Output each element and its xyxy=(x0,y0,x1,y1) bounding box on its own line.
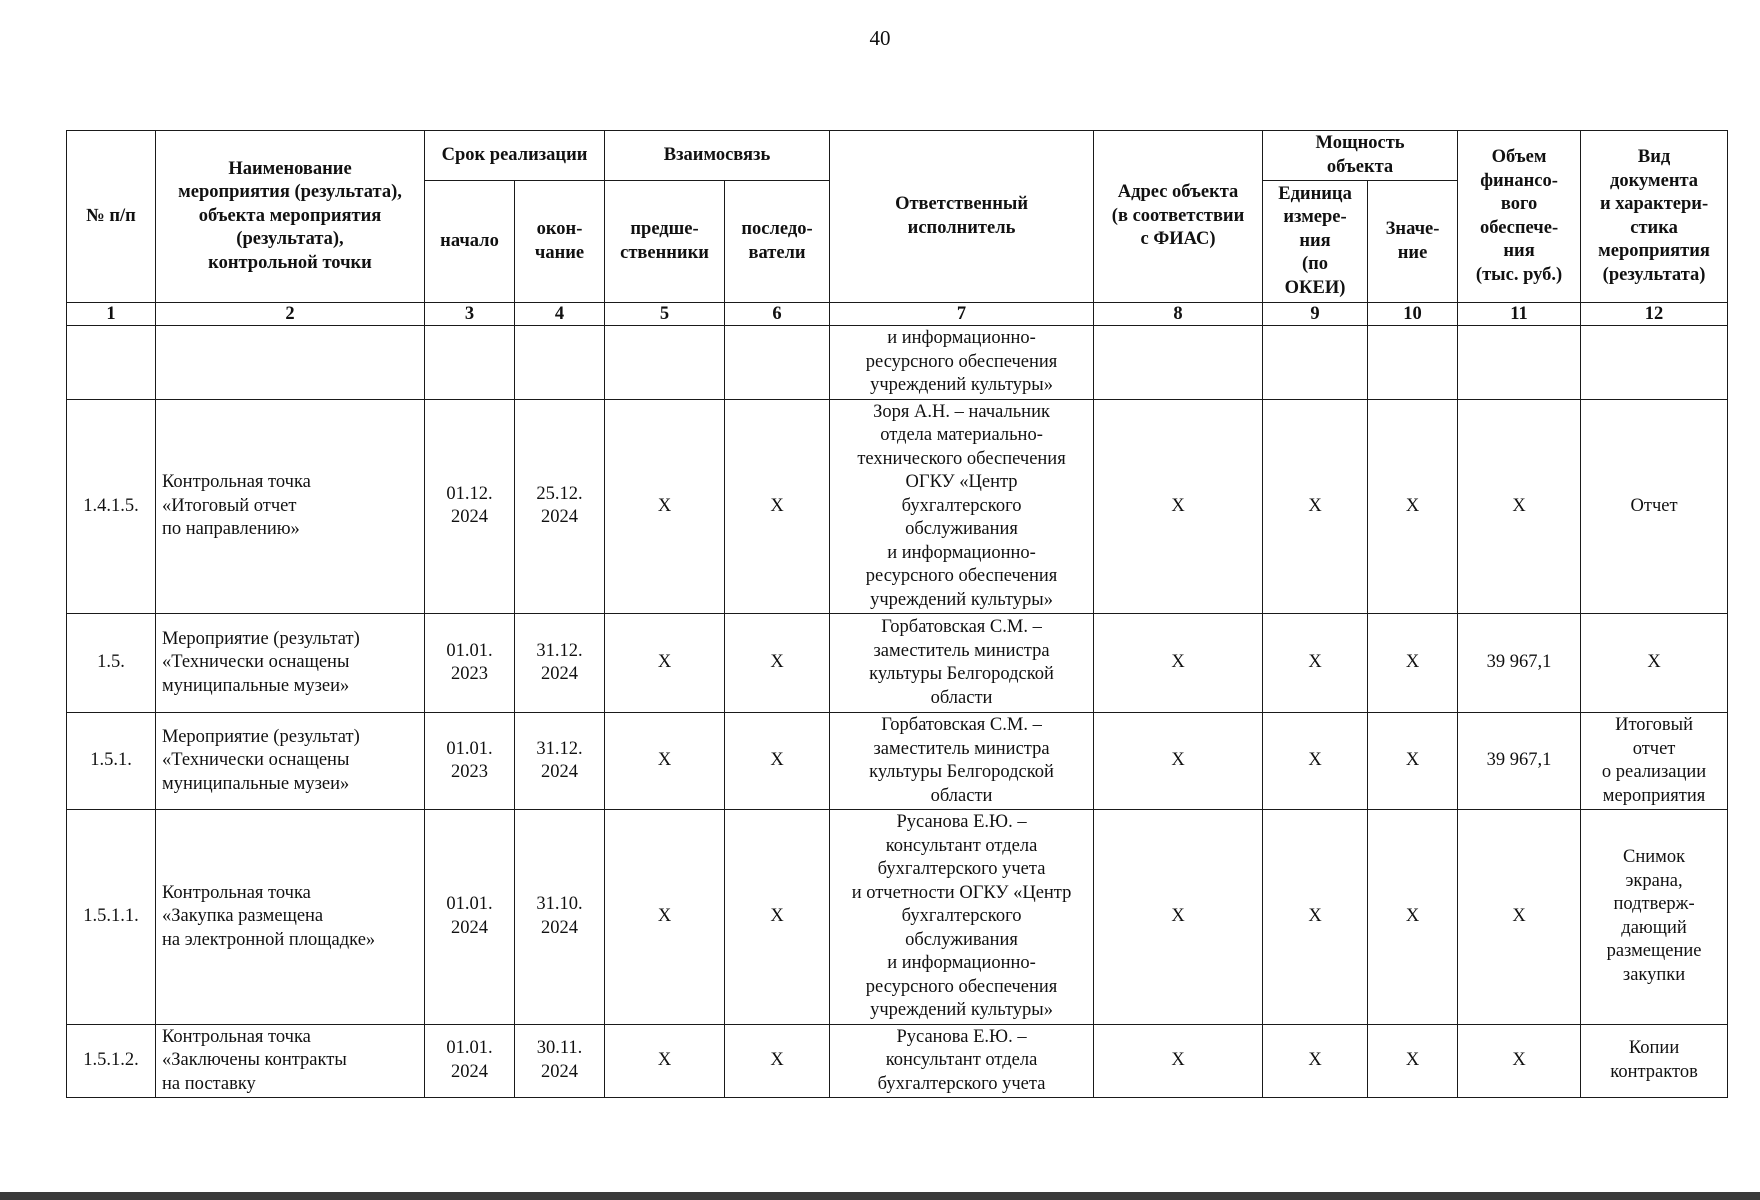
row-predecessors: X xyxy=(605,810,725,1025)
row-number xyxy=(67,326,156,400)
row-finance: X xyxy=(1458,399,1581,614)
row-finance: 39 967,1 xyxy=(1458,614,1581,713)
column-number: 6 xyxy=(725,303,830,326)
row-successors: X xyxy=(725,713,830,810)
column-number: 12 xyxy=(1581,303,1728,326)
row-predecessors: X xyxy=(605,614,725,713)
row-end-date: 31.12. 2024 xyxy=(515,614,605,713)
row-number: 1.5. xyxy=(67,614,156,713)
column-number: 2 xyxy=(156,303,425,326)
row-responsible: и информационно- ресурсного обеспечения учреждений культуры» xyxy=(830,326,1094,400)
row-successors xyxy=(725,326,830,400)
row-unit: X xyxy=(1263,614,1368,713)
row-end-date: 31.12. 2024 xyxy=(515,713,605,810)
row-start-date: 01.01. 2024 xyxy=(425,810,515,1025)
row-unit: X xyxy=(1263,1024,1368,1098)
header-end: окон- чание xyxy=(515,181,605,303)
header-finance: Объем финансо- вого обеспече- ния (тыс. руб.) xyxy=(1458,131,1581,303)
header-start: начало xyxy=(425,181,515,303)
table-row xyxy=(67,399,1728,614)
row-successors: X xyxy=(725,1024,830,1098)
column-number-row xyxy=(67,303,1728,326)
row-name: Контрольная точка «Закупка размещена на электронной площадке» xyxy=(156,810,425,1025)
row-value: X xyxy=(1368,810,1458,1025)
column-number: 5 xyxy=(605,303,725,326)
row-number: 1.5.1. xyxy=(67,713,156,810)
table-row xyxy=(67,810,1728,1025)
header-number: № п/п xyxy=(67,131,156,303)
row-finance: X xyxy=(1458,1024,1581,1098)
column-number: 4 xyxy=(515,303,605,326)
row-address: X xyxy=(1094,810,1263,1025)
row-responsible: Зоря А.Н. – начальник отдела материально- технического обеспечения ОГКУ «Центр бухгалтерского обслуживания и информационно- ресурсного обеспечения учреждений культуры» xyxy=(830,399,1094,614)
row-finance xyxy=(1458,326,1581,400)
table-row xyxy=(67,614,1728,713)
plan-table xyxy=(66,130,1728,1098)
row-predecessors: X xyxy=(605,1024,725,1098)
row-value: X xyxy=(1368,1024,1458,1098)
row-end-date: 25.12. 2024 xyxy=(515,399,605,614)
row-unit xyxy=(1263,326,1368,400)
column-number: 11 xyxy=(1458,303,1581,326)
row-name: Мероприятие (результат) «Технически оснащены муниципальные музеи» xyxy=(156,614,425,713)
row-end-date: 30.11. 2024 xyxy=(515,1024,605,1098)
row-unit: X xyxy=(1263,810,1368,1025)
row-start-date xyxy=(425,326,515,400)
row-address: X xyxy=(1094,399,1263,614)
row-finance: X xyxy=(1458,810,1581,1025)
row-start-date: 01.01. 2023 xyxy=(425,713,515,810)
row-responsible: Горбатовская С.М. – заместитель министра культуры Белгородской области xyxy=(830,713,1094,810)
row-successors: X xyxy=(725,810,830,1025)
row-document xyxy=(1581,326,1728,400)
header-row-1 xyxy=(67,131,1728,181)
header-link: Взаимосвязь xyxy=(605,131,830,181)
row-end-date: 31.10. 2024 xyxy=(515,810,605,1025)
row-responsible: Русанова Е.Ю. – консультант отдела бухгалтерского учета xyxy=(830,1024,1094,1098)
column-number: 9 xyxy=(1263,303,1368,326)
row-successors: X xyxy=(725,399,830,614)
header-value: Значе- ние xyxy=(1368,181,1458,303)
row-unit: X xyxy=(1263,713,1368,810)
row-value: X xyxy=(1368,399,1458,614)
row-address: X xyxy=(1094,713,1263,810)
row-responsible: Русанова Е.Ю. – консультант отдела бухгалтерского учета и отчетности ОГКУ «Центр бухгалтерского обслуживания и информационно- ресурсного обеспечения учреждений культуры» xyxy=(830,810,1094,1025)
table-row xyxy=(67,713,1728,810)
row-number: 1.5.1.1. xyxy=(67,810,156,1025)
row-value xyxy=(1368,326,1458,400)
header-responsible: Ответственный исполнитель xyxy=(830,131,1094,303)
table-row xyxy=(67,1024,1728,1098)
row-value: X xyxy=(1368,614,1458,713)
row-end-date xyxy=(515,326,605,400)
row-address: X xyxy=(1094,1024,1263,1098)
column-number: 7 xyxy=(830,303,1094,326)
row-document: Отчет xyxy=(1581,399,1728,614)
row-name: Контрольная точка «Итоговый отчет по направлению» xyxy=(156,399,425,614)
scan-bottom-edge xyxy=(0,1192,1760,1200)
header-name: Наименование мероприятия (результата), объекта мероприятия (результата), контрольной точки xyxy=(156,131,425,303)
row-successors: X xyxy=(725,614,830,713)
header-successors: последо- ватели xyxy=(725,181,830,303)
row-start-date: 01.12. 2024 xyxy=(425,399,515,614)
row-document: Итоговый отчет о реализации мероприятия xyxy=(1581,713,1728,810)
row-document: Копии контрактов xyxy=(1581,1024,1728,1098)
row-number: 1.4.1.5. xyxy=(67,399,156,614)
header-document: Вид документа и характери- стика мероприятия (результата) xyxy=(1581,131,1728,303)
header-address: Адрес объекта (в соответствии с ФИАС) xyxy=(1094,131,1263,303)
row-value: X xyxy=(1368,713,1458,810)
header-term: Срок реализации xyxy=(425,131,605,181)
row-predecessors: X xyxy=(605,399,725,614)
table-body xyxy=(67,326,1728,1098)
column-number: 3 xyxy=(425,303,515,326)
row-number: 1.5.1.2. xyxy=(67,1024,156,1098)
header-unit: Единица измере- ния (по ОКЕИ) xyxy=(1263,181,1368,303)
header-capacity: Мощность объекта xyxy=(1263,131,1458,181)
row-name xyxy=(156,326,425,400)
column-number: 8 xyxy=(1094,303,1263,326)
row-name: Мероприятие (результат) «Технически оснащены муниципальные музеи» xyxy=(156,713,425,810)
row-address xyxy=(1094,326,1263,400)
row-predecessors xyxy=(605,326,725,400)
row-name: Контрольная точка «Заключены контракты на поставку xyxy=(156,1024,425,1098)
row-document: X xyxy=(1581,614,1728,713)
row-predecessors: X xyxy=(605,713,725,810)
page-number: 40 xyxy=(869,26,891,50)
row-finance: 39 967,1 xyxy=(1458,713,1581,810)
row-responsible: Горбатовская С.М. – заместитель министра культуры Белгородской области xyxy=(830,614,1094,713)
row-start-date: 01.01. 2024 xyxy=(425,1024,515,1098)
row-address: X xyxy=(1094,614,1263,713)
row-unit: X xyxy=(1263,399,1368,614)
column-number: 1 xyxy=(67,303,156,326)
header-predecessors: предше- ственники xyxy=(605,181,725,303)
row-document: Снимок экрана, подтверж- дающий размещение закупки xyxy=(1581,810,1728,1025)
row-start-date: 01.01. 2023 xyxy=(425,614,515,713)
table-row xyxy=(67,326,1728,400)
column-number: 10 xyxy=(1368,303,1458,326)
